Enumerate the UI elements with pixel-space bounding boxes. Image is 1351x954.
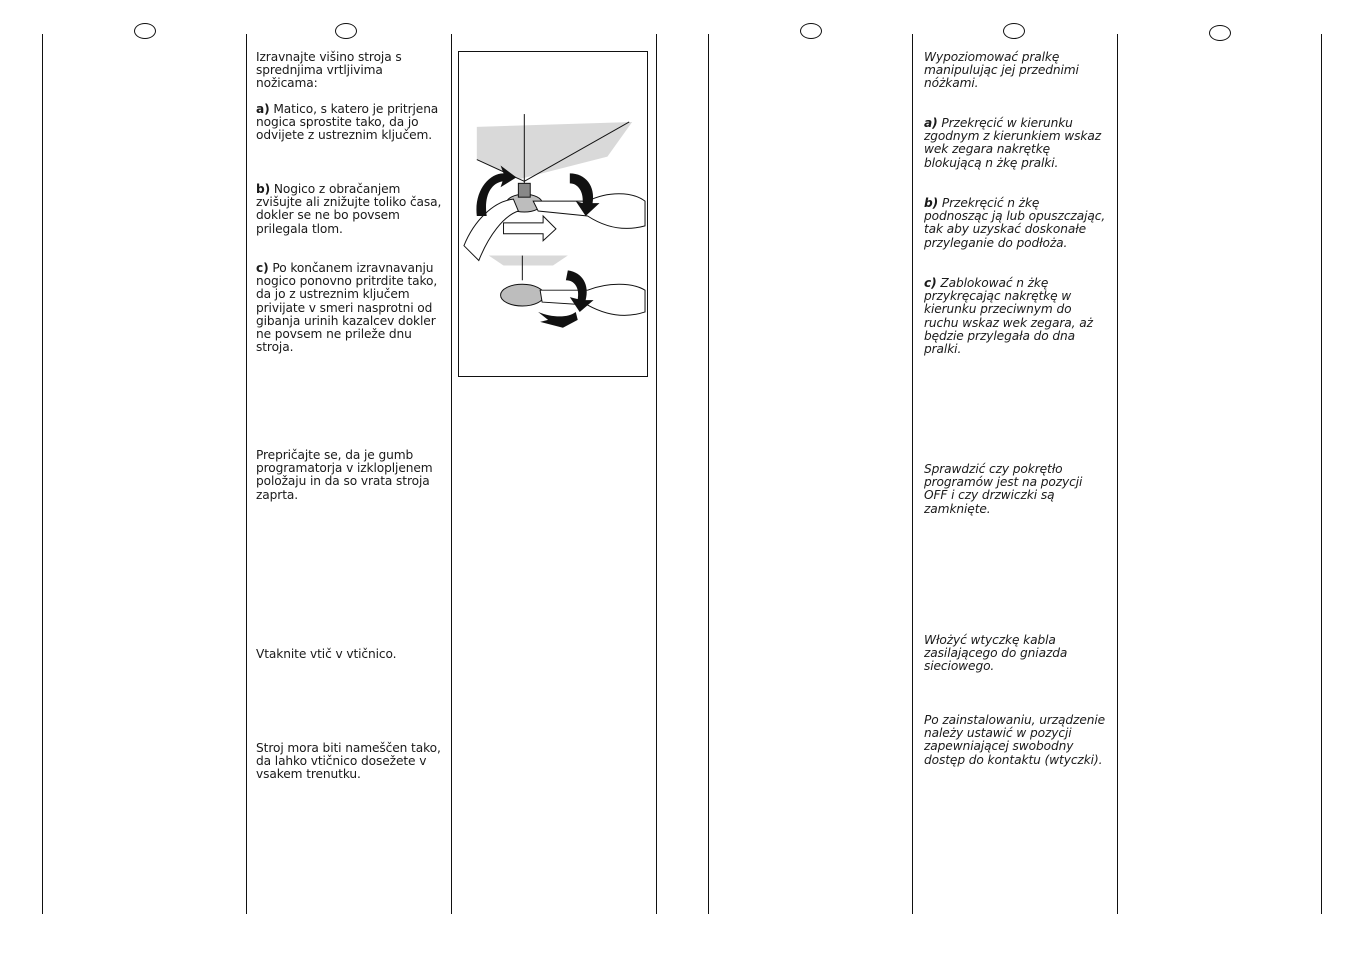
sl-step-b-text: Nogico z obračanjem zvišujte ali znižujte toliko časa, dokler se ne bo povsem prilegala tlom. xyxy=(256,182,442,236)
sl-step-c-text: Po končanem izravnavanju nogico ponovno pritrdite tako, da jo z ustreznim ključem privijate v smeri nasprotni od gibanja urinih kazalcev dokler ne povsem ne prileže dnu stroja. xyxy=(256,261,438,355)
pl-step-a-label: a) xyxy=(924,116,938,130)
pl-step-c-label: c) xyxy=(924,276,937,290)
slovenian-column xyxy=(256,51,442,91)
slovenian-step-c xyxy=(256,262,442,354)
sl-step-b-label: b) xyxy=(256,182,271,196)
polish-step-c xyxy=(924,277,1106,356)
sl-access-text: Stroj mora biti nameščen tako, da lahko vtičnico dosežete v vsakem trenutku. xyxy=(256,741,441,782)
language-marker-3 xyxy=(800,23,822,39)
column-rule-4 xyxy=(656,34,657,914)
language-marker-4 xyxy=(1003,23,1025,39)
pl-step-b-text: Przekręcić n żkę podnosząc ją lub opuszczając, tak aby uzyskać doskonałe przyleganie do podłoża. xyxy=(924,196,1106,250)
column-rule-1 xyxy=(42,34,43,914)
pl-plug-text: Włożyć wtyczkę kabla zasilającego do gniazda sieciowego. xyxy=(924,633,1068,674)
sl-step-a-label: a) xyxy=(256,102,270,116)
sl-step-a-text: Matico, s katero je pritrjena nogica sprostite tako, da jo odvijete z ustreznim ključem. xyxy=(256,102,439,143)
polish-access xyxy=(924,714,1106,767)
language-marker-2 xyxy=(335,23,357,39)
polish-programmer-check xyxy=(924,463,1106,516)
sl-plug-text: Vtaknite vtič v vtičnico. xyxy=(256,647,397,661)
pl-step-a-text: Przekręcić w kierunku zgodnym z kierunkiem wskaz wek zegara nakrętkę blokującą n żkę pralki. xyxy=(924,116,1102,170)
polish-plug-in xyxy=(924,634,1106,674)
slovenian-plug-in xyxy=(256,648,442,661)
slovenian-access xyxy=(256,742,442,782)
language-marker-1 xyxy=(134,23,156,39)
polish-step-a xyxy=(924,117,1106,170)
slovenian-step-b xyxy=(256,183,442,236)
slovenian-programmer-check xyxy=(256,449,442,502)
pl-programmer-text: Sprawdzić czy pokrętło programów jest na pozycji OFF i czy drzwiczki są zamknięte. xyxy=(924,462,1083,516)
column-rule-7 xyxy=(1117,34,1118,914)
column-rule-5 xyxy=(708,34,709,914)
pl-intro: Wypoziomować pralkę manipulując jej przednimi nóżkami. xyxy=(924,50,1079,91)
column-rule-3 xyxy=(451,34,452,914)
language-marker-5 xyxy=(1209,25,1231,41)
polish-column xyxy=(924,51,1106,91)
leveling-figure xyxy=(458,51,648,377)
sl-intro: Izravnajte višino stroja s sprednjima vrtljivima nožicama: xyxy=(256,50,402,91)
pl-step-c-text: Zablokować n żkę przykręcając nakrętkę w kierunku przeciwnym do ruchu wskaz wek zegara, aż będzie przylegała do dna pralki. xyxy=(924,276,1093,357)
pl-step-b-label: b) xyxy=(924,196,939,210)
leveling-feet-wrench-icon xyxy=(459,52,647,376)
column-rule-2 xyxy=(246,34,247,914)
polish-step-b xyxy=(924,197,1106,250)
slovenian-step-a xyxy=(256,103,442,143)
sl-programmer-text: Prepričajte se, da je gumb programatorja v izklopljenem položaju in da so vrata stroja zaprta. xyxy=(256,448,433,502)
sl-step-c-label: c) xyxy=(256,261,269,275)
column-rule-8 xyxy=(1321,34,1322,914)
pl-access-text: Po zainstalowaniu, urządzenie należy ustawić w pozycji zapewniającej swobodny dostęp do kontaktu (wtyczki). xyxy=(924,713,1106,767)
column-rule-6 xyxy=(912,34,913,914)
